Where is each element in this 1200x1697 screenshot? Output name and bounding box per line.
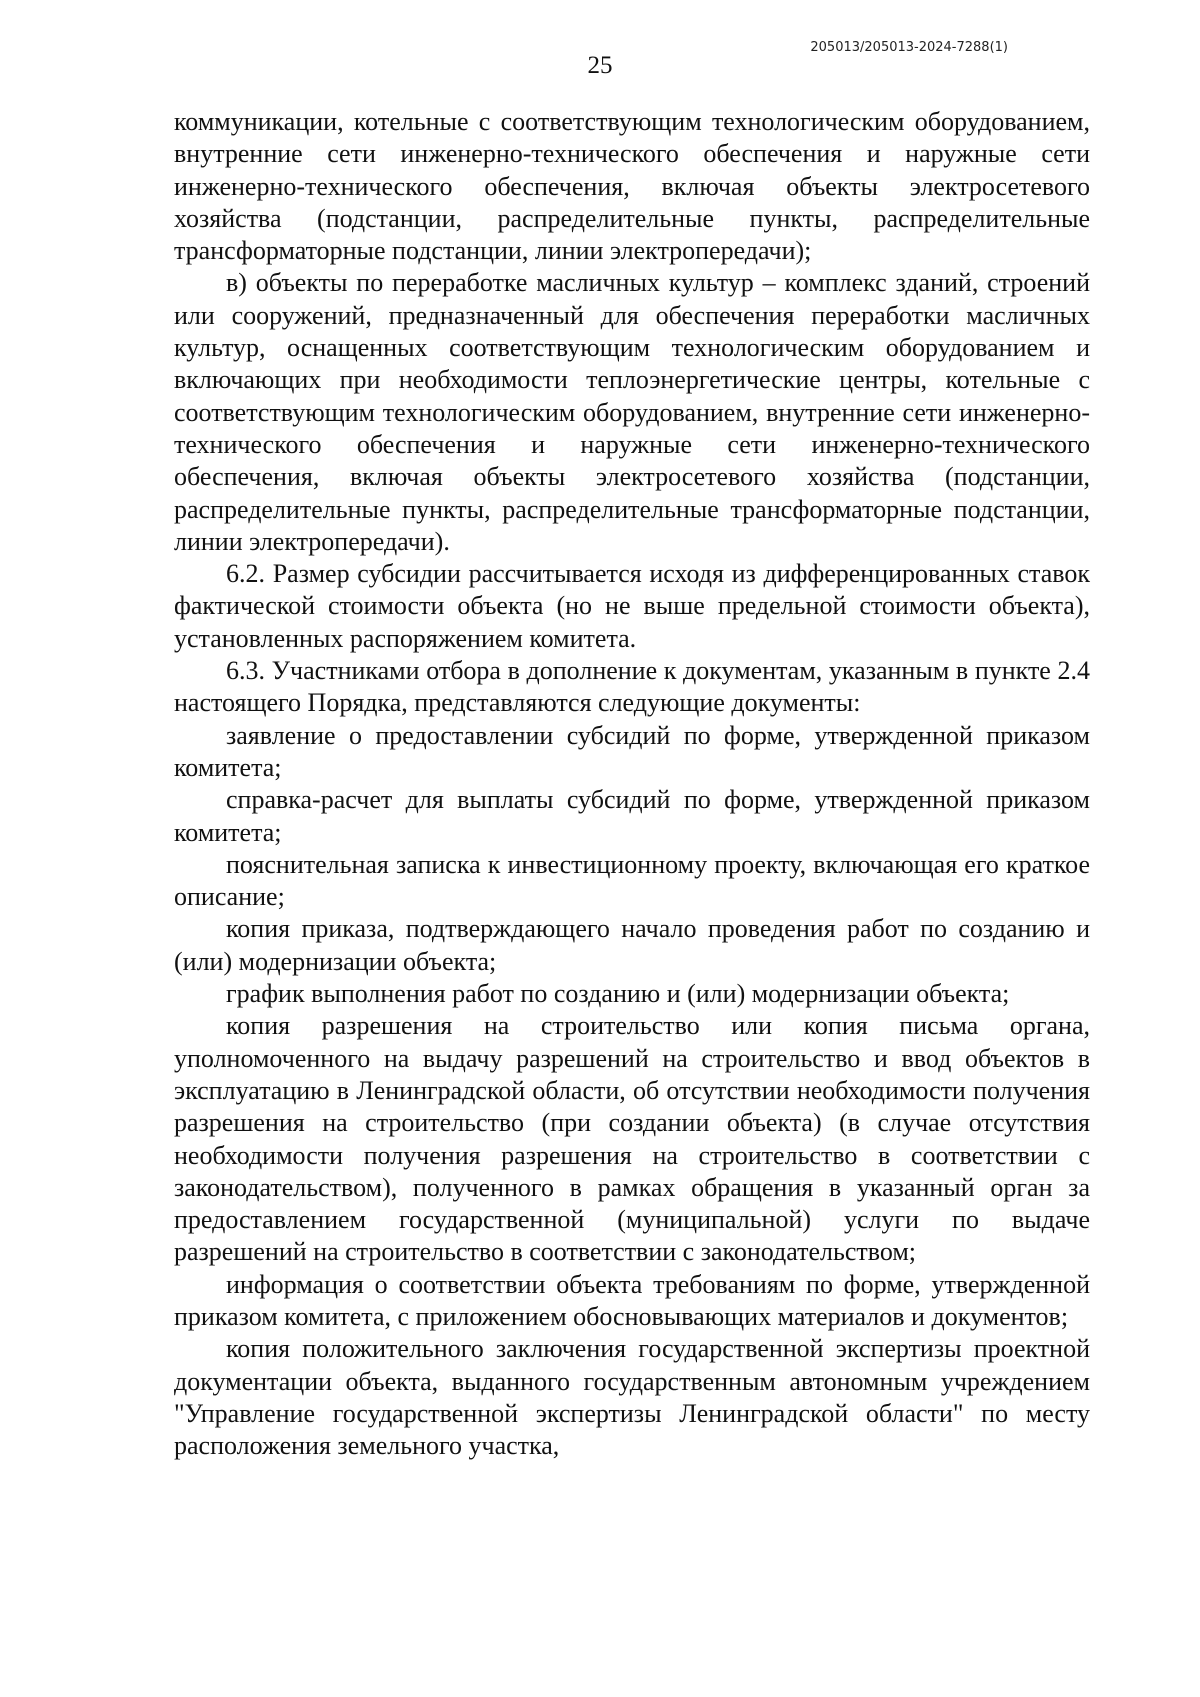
page-number: 25	[587, 52, 613, 79]
paragraph-item-v-oilseed-processing: в) объекты по переработке масличных культур – комплекс зданий, строений или сооружений, предназначенный для обеспечения переработки масличных культур, оснащенных соответствующим технологическим оборудованием и включающих при необходимости теплоэнергетические центры, котельные с соответствующим технологическим оборудованием, внутренние сети инженерно-технического обеспечения и наружные сети инженерно-технического обеспечения, включая объекты электросетевого хозяйства (подстанции, распределительные пункты, распределительные трансформаторные подстанции, линии электропередачи).	[174, 268, 1090, 556]
list-item-work-schedule: график выполнения работ по созданию и (или) модернизации объекта;	[226, 979, 1010, 1009]
list-item-application: заявление о предоставлении субсидий по форме, утвержденной приказом комитета;	[174, 720, 1090, 782]
list-item-construction-permit: копия разрешения на строительство или копия письма органа, уполномоченного на выдачу разрешений на строительство и ввод объектов в эксплуатацию в Ленинградской области, об отсутствии необходимости получения разрешения на строительство (при создании объекта) (в случае отсутствия необходимости получения разрешения на строительство в соответствии с законодательством), полученного в рамках обращения в указанный орган за предоставлением государственной (муниципальной) услуги по выдаче разрешений на строительство в соответствии с законодательством;	[174, 1011, 1090, 1267]
document-body	[174, 106, 1090, 1462]
paragraph-continuation-communications: коммуникации, котельные с соответствующим технологическим оборудованием, внутренние сети инженерно-технического обеспечения и наружные сети инженерно-технического обеспечения, включая объекты электросетевого хозяйства (подстанции, распределительные пункты, распределительные трансформаторные подстанции, линии электропередачи);	[174, 107, 1090, 266]
paragraph-6-3-documents: 6.3. Участниками отбора в дополнение к документам, указанным в пункте 2.4 настоящего Порядка, представляются следующие документы:	[174, 656, 1090, 718]
document-registration-code: 205013/205013-2024-7288(1)	[810, 40, 1008, 55]
list-item-compliance-information: информация о соответствии объекта требованиям по форме, утвержденной приказом комитета, с приложением обосновывающих материалов и документов;	[174, 1269, 1090, 1331]
list-item-explanatory-note: пояснительная записка к инвестиционному проекту, включающая его краткое описание;	[174, 849, 1090, 912]
list-item-calculation-certificate: справка-расчет для выплаты субсидий по форме, утвержденной приказом комитета;	[174, 785, 1090, 847]
list-item-expertise-conclusion: копия положительного заключения государственной экспертизы проектной документации объекта, выданного государственным автономным учреждением "Управление государственной экспертизы Ленинградской области" по месту расположения земельного участка,	[174, 1334, 1090, 1461]
list-item-order-copy: копия приказа, подтверждающего начало проведения работ по созданию и (или) модернизации объекта;	[174, 914, 1090, 976]
paragraph-6-2-subsidy-size: 6.2. Размер субсидии рассчитывается исходя из дифференцированных ставок фактической стоимости объекта (но не выше предельной стоимости объекта), установленных распоряжением комитета.	[174, 559, 1090, 653]
